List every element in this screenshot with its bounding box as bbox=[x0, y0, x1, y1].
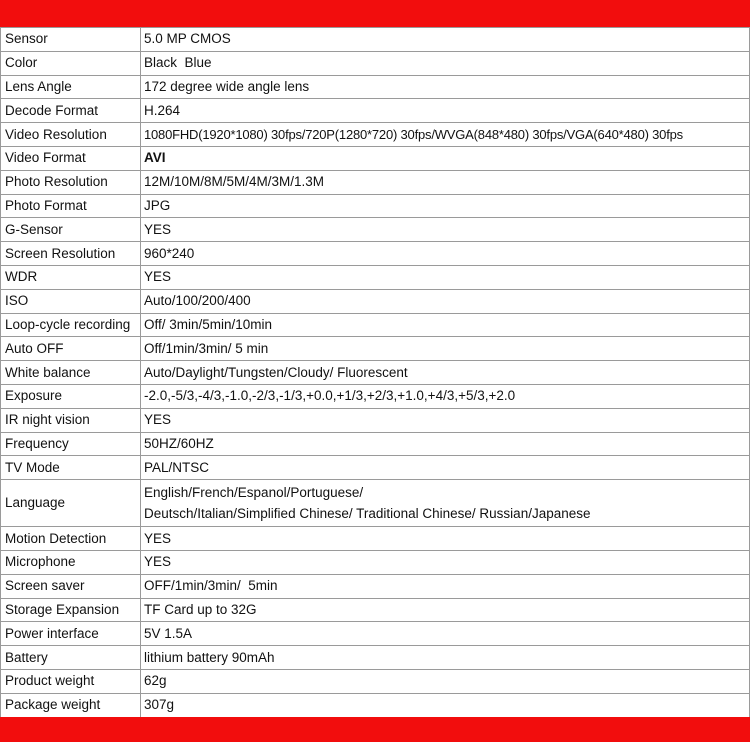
spec-value: Off/ 3min/5min/10min bbox=[141, 313, 750, 337]
spec-value: 960*240 bbox=[141, 242, 750, 266]
spec-label: Photo Resolution bbox=[1, 170, 141, 194]
spec-label: WDR bbox=[1, 265, 141, 289]
spec-label: Decode Format bbox=[1, 99, 141, 123]
bottom-red-banner bbox=[0, 717, 750, 742]
spec-table bbox=[0, 27, 750, 718]
spec-value: 12M/10M/8M/5M/4M/3M/1.3M bbox=[141, 170, 750, 194]
table-row bbox=[1, 313, 750, 337]
spec-label: Package weight bbox=[1, 693, 141, 717]
spec-value: lithium battery 90mAh bbox=[141, 646, 750, 670]
top-red-banner bbox=[0, 0, 750, 27]
spec-label: Product weight bbox=[1, 669, 141, 693]
spec-label: Frequency bbox=[1, 432, 141, 456]
spec-label: Power interface bbox=[1, 622, 141, 646]
spec-value: TF Card up to 32G bbox=[141, 598, 750, 622]
spec-label: Exposure bbox=[1, 384, 141, 408]
spec-label: Screen saver bbox=[1, 574, 141, 598]
table-row bbox=[1, 527, 750, 551]
spec-label: Sensor bbox=[1, 28, 141, 52]
spec-value bbox=[141, 480, 750, 527]
spec-label: ISO bbox=[1, 289, 141, 313]
table-row bbox=[1, 194, 750, 218]
table-row bbox=[1, 265, 750, 289]
spec-label: White balance bbox=[1, 361, 141, 385]
table-row bbox=[1, 693, 750, 717]
table-row bbox=[1, 361, 750, 385]
table-row bbox=[1, 669, 750, 693]
spec-label: Motion Detection bbox=[1, 527, 141, 551]
spec-label: Language bbox=[1, 480, 141, 527]
spec-label: Video Format bbox=[1, 146, 141, 170]
table-row bbox=[1, 456, 750, 480]
spec-value: PAL/NTSC bbox=[141, 456, 750, 480]
spec-label: Battery bbox=[1, 646, 141, 670]
spec-value: Off/1min/3min/ 5 min bbox=[141, 337, 750, 361]
spec-value-line: English/French/Espanol/Portuguese/ bbox=[144, 485, 364, 501]
table-row bbox=[1, 337, 750, 361]
spec-label: Storage Expansion bbox=[1, 598, 141, 622]
spec-label: Microphone bbox=[1, 550, 141, 574]
spec-value-line: Deutsch/Italian/Simplified Chinese/ Traditional Chinese/ Russian/Japanese bbox=[144, 506, 591, 522]
spec-value: YES bbox=[141, 218, 750, 242]
spec-label: Auto OFF bbox=[1, 337, 141, 361]
spec-label: IR night vision bbox=[1, 408, 141, 432]
spec-label: Color bbox=[1, 51, 141, 75]
spec-value: OFF/1min/3min/ 5min bbox=[141, 574, 750, 598]
spec-value: YES bbox=[141, 408, 750, 432]
table-row bbox=[1, 289, 750, 313]
table-row bbox=[1, 170, 750, 194]
spec-label: Lens Angle bbox=[1, 75, 141, 99]
spec-label: Photo Format bbox=[1, 194, 141, 218]
table-row bbox=[1, 432, 750, 456]
spec-value: YES bbox=[141, 527, 750, 551]
spec-value: YES bbox=[141, 265, 750, 289]
spec-value: 172 degree wide angle lens bbox=[141, 75, 750, 99]
table-row bbox=[1, 408, 750, 432]
spec-label: Loop-cycle recording bbox=[1, 313, 141, 337]
spec-value: -2.0,-5/3,-4/3,-1.0,-2/3,-1/3,+0.0,+1/3,+2/3,+1.0,+4/3,+5/3,+2.0 bbox=[141, 384, 750, 408]
table-row bbox=[1, 622, 750, 646]
spec-value: 62g bbox=[141, 669, 750, 693]
table-row bbox=[1, 51, 750, 75]
table-row bbox=[1, 146, 750, 170]
spec-label: TV Mode bbox=[1, 456, 141, 480]
table-row bbox=[1, 75, 750, 99]
table-row bbox=[1, 550, 750, 574]
spec-value: Auto/100/200/400 bbox=[141, 289, 750, 313]
spec-value: H.264 bbox=[141, 99, 750, 123]
table-row bbox=[1, 384, 750, 408]
spec-value: 1080FHD(1920*1080) 30fps/720P(1280*720) 30fps/WVGA(848*480) 30fps/VGA(640*480) 30fps bbox=[141, 123, 750, 147]
table-row bbox=[1, 99, 750, 123]
table-row bbox=[1, 28, 750, 52]
spec-value: 5V 1.5A bbox=[141, 622, 750, 646]
spec-value: Auto/Daylight/Tungsten/Cloudy/ Fluorescent bbox=[141, 361, 750, 385]
spec-value: 5.0 MP CMOS bbox=[141, 28, 750, 52]
spec-value: Black Blue bbox=[141, 51, 750, 75]
table-row bbox=[1, 646, 750, 670]
spec-value: 50HZ/60HZ bbox=[141, 432, 750, 456]
table-row bbox=[1, 574, 750, 598]
spec-label: G-Sensor bbox=[1, 218, 141, 242]
spec-value: YES bbox=[141, 550, 750, 574]
table-row bbox=[1, 218, 750, 242]
table-row bbox=[1, 598, 750, 622]
table-row bbox=[1, 480, 750, 527]
table-row bbox=[1, 242, 750, 266]
spec-label: Screen Resolution bbox=[1, 242, 141, 266]
spec-value: 307g bbox=[141, 693, 750, 717]
table-row bbox=[1, 123, 750, 147]
spec-label: Video Resolution bbox=[1, 123, 141, 147]
spec-value: JPG bbox=[141, 194, 750, 218]
spec-value: AVI bbox=[141, 146, 750, 170]
